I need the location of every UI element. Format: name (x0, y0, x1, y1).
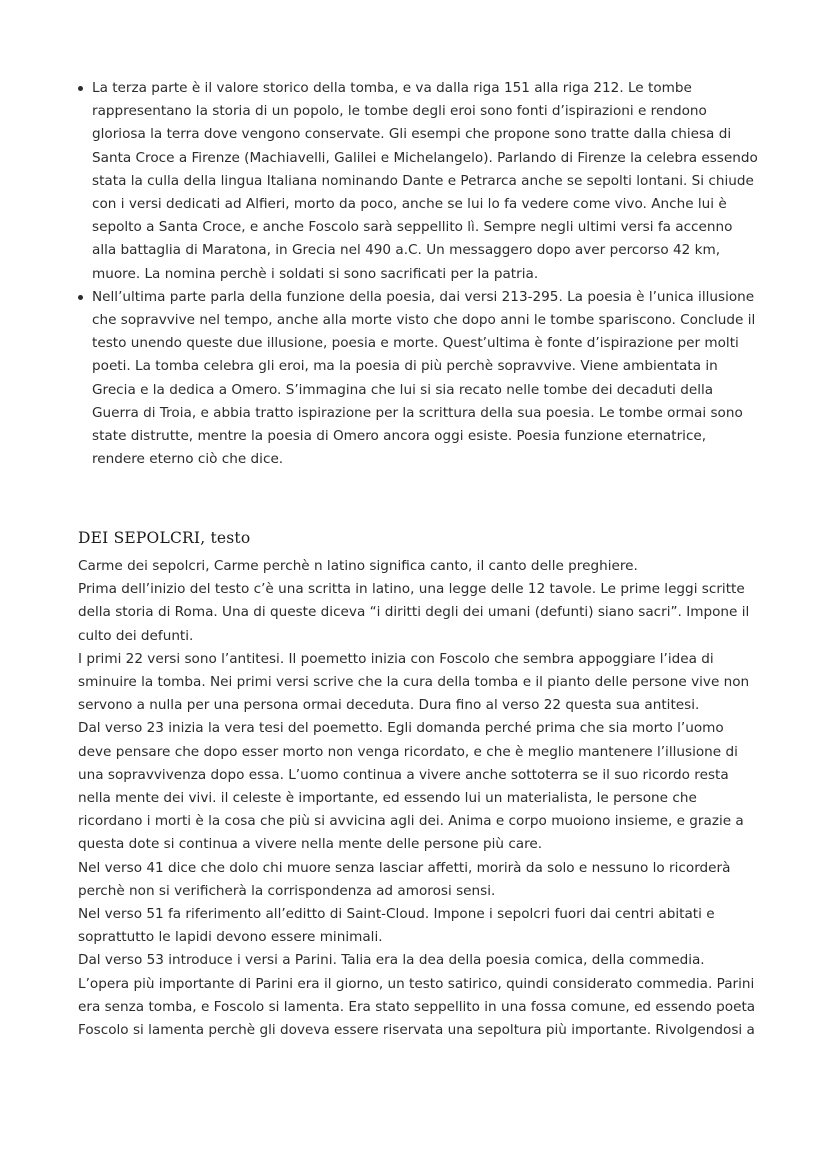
section-body (78, 555, 758, 1042)
paragraph: Nel verso 51 fa riferimento all’editto di Saint-Cloud. Impone i sepolcri fuori dai centri abitati e soprattutto le lapidi devono essere minimali. (78, 906, 715, 946)
paragraph: Prima dell’inizio del testo c’è una scritta in latino, una legge delle 12 tavole. Le prime leggi scritte della storia di Roma. Una di queste diceva “i diritti degli dei umani (defunti) siano sacri”. Impone il culto dei defunti. (78, 581, 750, 644)
paragraph: Dal verso 23 inizia la vera tesi del poemetto. Egli domanda perché prima che sia morto l’uomo deve pensare che dopo esser morto non venga ricordato, e che è meglio mantenere l’illusione di una sopravvivenza dopo essa. L’uomo continua a vivere anche sottoterra se il suo ricordo resta nella mente dei vivi. il celeste è importante, ed essendo lui un materialista, le persone che ricordano i morti è la cosa che più si avvicina agli dei. Anima e corpo muoiono insieme, e grazie a questa dote si continua a vivere nella mente delle persone più care. (78, 720, 744, 853)
bullet-point-icon (78, 86, 83, 91)
paragraph: Dal verso 53 introduce i versi a Parini. Talia era la dea della poesia comica, della commedia. L’opera più importante di Parini era il giorno, un testo satirico, quindi considerato commedia. Parini era senza tomba, e Foscolo si lamenta. Era stato seppellito in una fossa comune, ed essendo poeta Foscolo si lamenta perchè gli doveva essere riservata una sepoltura più importante. Rivolgendosi a (78, 952, 756, 1039)
bullet-item-ultima-parte (78, 286, 758, 472)
bullet-text: La terza parte è il valore storico della tomba, e va dalla riga 151 alla riga 212. Le tombe rappresentano la storia di un popolo, le tombe degli eroi sono fonti d’ispirazioni e rendono gloriosa la terra dove vengono conservate. Gli esempi che propone sono tratte dalla chiesa di Santa Croce a Firenze (Machiavelli, Galilei e Michelangelo). Parlando di Firenze la celebra essendo stata la culla della lingua Italiana nominando Dante e Petrarca anche se sepolti lontani. Si chiude con i versi dedicati ad Alfieri, morto da poco, anche se lui lo fa vedere come vivo. Anche lui è sepolto a Santa Croce, e anche Foscolo sarà seppellito lì. Sempre negli ultimi versi fa accenno alla battaglia di Maratona, in Grecia nel 490 a.C. Un messaggero dopo aver percorso 42 km, muore. La nomina perchè i soldati si sono sacrificati per la patria. (92, 80, 758, 282)
paragraph: Carme dei sepolcri, Carme perchè n latino significa canto, il canto delle preghiere. (78, 558, 638, 574)
bullet-list (78, 77, 758, 471)
section-title: DEI SEPOLCRI, testo (78, 529, 251, 547)
bullet-point-icon (78, 295, 83, 300)
bullet-item-terza-parte (78, 77, 758, 286)
paragraph: Nel verso 41 dice che dolo chi muore senza lasciar affetti, morirà da solo e nessuno lo ricorderà perchè non si verificherà la corrispondenza ad amorosi sensi. (78, 859, 731, 899)
bullet-text: Nell’ultima parte parla della funzione della poesia, dai versi 213-295. La poesia è l’unica illusione che sopravvive nel tempo, anche alla morte visto che dopo anni le tombe spariscono. Conclude il testo unendo queste due illusione, poesia e morte. Quest’ultima è fonte d’ispirazione per molti poeti. La tomba celebra gli eroi, ma la poesia di più perchè sopravvive. Viene ambientata in Grecia e la dedica a Omero. S’immagina che lui si sia recato nelle tombe dei decaduti della Guerra di Troia, e abbia tratto ispirazione per la scrittura della sua poesia. Le tombe ormai sono state distrutte, mentre la poesia di Omero ancora oggi esiste. Poesia funzione eternatrice, rendere eterno ciò che dice. (92, 288, 756, 468)
paragraph: I primi 22 versi sono l’antitesi. Il poemetto inizia con Foscolo che sembra appoggiare l’idea di sminuire la tomba. Nei primi versi scrive che la cura della tomba e il pianto delle persone vive non servono a nulla per una persona ormai deceduta. Dura fino al verso 22 questa sua antitesi. (78, 650, 750, 714)
